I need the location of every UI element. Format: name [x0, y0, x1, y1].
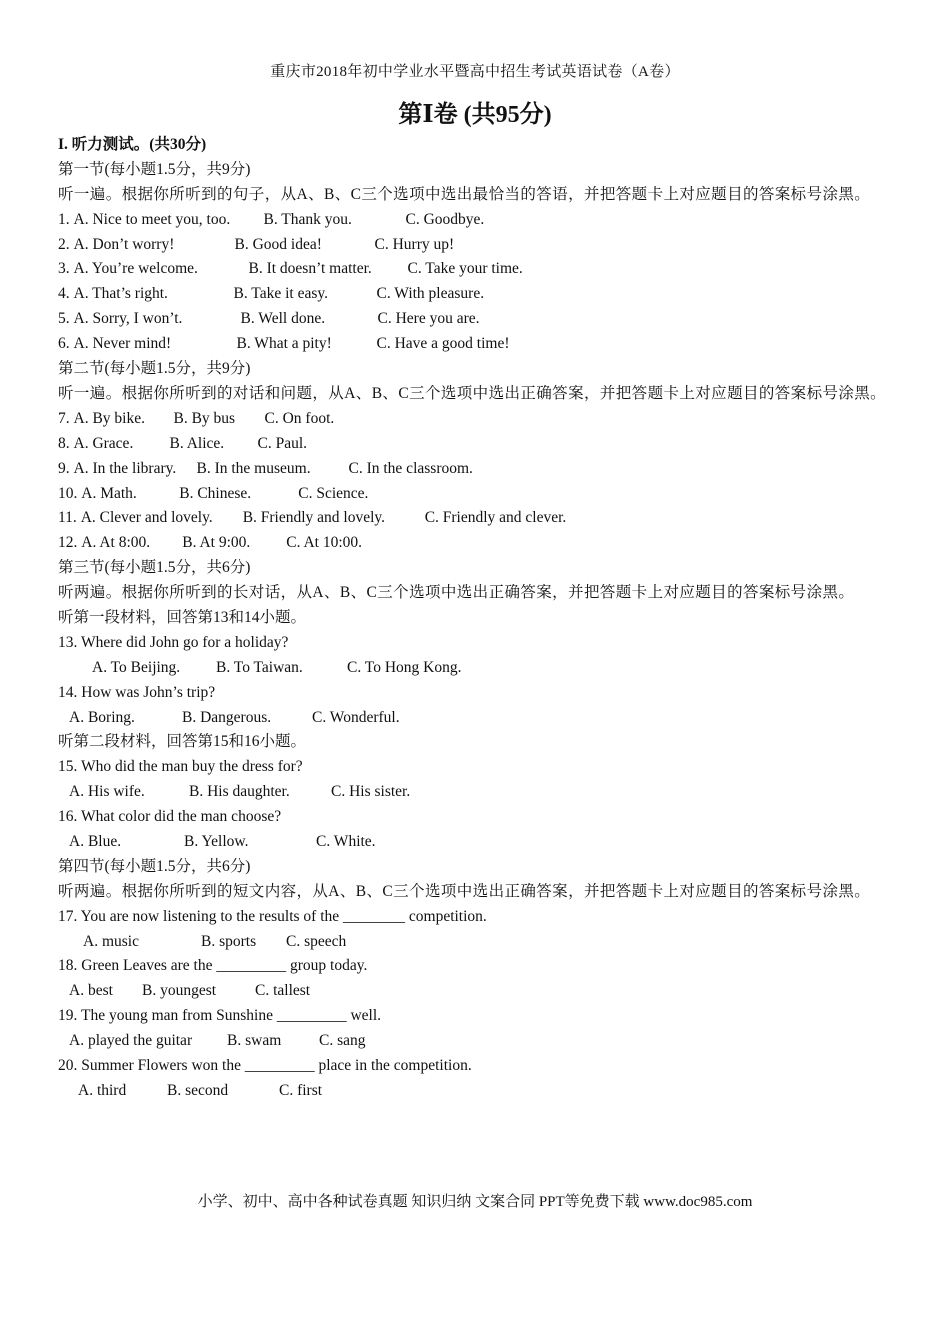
option-c: C. His sister.	[331, 783, 411, 801]
option-c: C. speech	[286, 932, 347, 950]
option-a: A. played the guitar	[69, 1032, 193, 1050]
question-number: 10.	[58, 484, 78, 502]
options-row	[58, 1079, 894, 1104]
question-stem: 20. Summer Flowers won the _________ place in the competition.	[58, 1057, 472, 1074]
question-number: 11.	[58, 509, 77, 527]
options-row	[58, 830, 894, 855]
option-c: C. At 10:00.	[286, 534, 363, 552]
question-row	[58, 482, 894, 507]
question-row	[58, 531, 894, 556]
option-b: B. Dangerous.	[182, 708, 272, 726]
option-c: C. White.	[316, 832, 376, 850]
question-number: 12.	[58, 534, 78, 552]
option-b: B. Friendly and lovely.	[242, 509, 386, 527]
option-c: C. Goodbye.	[405, 210, 485, 228]
material2-note: 听第二段材料，回答第15和16小题。	[58, 733, 307, 751]
question-number: 1.	[58, 210, 70, 228]
question-stem: 14. How was John’s trip?	[58, 683, 216, 701]
option-a: A. His wife.	[69, 783, 145, 801]
option-c: C. In the classroom.	[348, 459, 473, 477]
question-number: 5.	[58, 310, 70, 328]
exam-title: 重庆市2018年初中学业水平暨高中招生考试英语试卷（A卷）	[270, 64, 680, 80]
option-a: A. Never mind!	[73, 335, 172, 353]
option-b: B. Chinese.	[179, 484, 252, 502]
section3-instruction: 听两遍。根据你所听到的长对话，从A、B、C三个选项中选出正确答案，并把答题卡上对应题目的答案标号涂黑。	[58, 584, 855, 602]
question-row	[58, 208, 894, 233]
option-b: B. It doesn’t matter.	[248, 260, 372, 278]
part1-heading: I. 听力测试。(共30分)	[58, 136, 207, 153]
option-c: C. To Hong Kong.	[347, 658, 462, 676]
question-row	[58, 282, 894, 307]
option-c: C. Take your time.	[407, 260, 523, 278]
option-b: B. Thank you.	[263, 210, 352, 228]
question-row	[58, 457, 894, 482]
volume-title: 第Ⅰ卷 (共95分)	[398, 102, 552, 128]
question-row	[58, 233, 894, 258]
material1-note: 听第一段材料，回答第13和14小题。	[58, 608, 307, 626]
option-a: A. Nice to meet you, too.	[73, 210, 231, 228]
option-c: C. Friendly and clever.	[424, 509, 567, 527]
option-b: B. Alice.	[169, 434, 225, 452]
question-row	[58, 432, 894, 457]
question-stem: 18. Green Leaves are the _________ group today.	[58, 957, 368, 975]
option-b: B. youngest	[142, 982, 217, 1000]
option-b: B. In the museum.	[196, 459, 311, 477]
section4-instruction: 听两遍。根据你所听到的短文内容，从A、B、C三个选项中选出正确答案，并把答题卡上对应题目的答案标号涂黑。	[58, 882, 871, 900]
section2-heading: 第二节(每小题1.5分，共9分)	[58, 360, 251, 378]
option-a: A. Don’t worry!	[73, 235, 175, 253]
option-c: C. Hurry up!	[374, 235, 455, 253]
option-a: A. By bike.	[73, 409, 145, 427]
option-c: C. Paul.	[257, 434, 308, 452]
question-stem: 19. The young man from Sunshine _________ well.	[58, 1007, 382, 1025]
option-a: A. You’re welcome.	[73, 260, 198, 278]
question-row	[58, 307, 894, 332]
footer-note: 小学、初中、高中各种试卷真题 知识归纳 文案合同 PPT等免费下载 www.doc985.com	[197, 1194, 753, 1210]
option-a: A. In the library.	[73, 459, 177, 477]
option-c: C. Here you are.	[377, 310, 480, 328]
option-a: A. That’s right.	[73, 285, 168, 303]
question-number: 3.	[58, 260, 70, 278]
section1-heading: 第一节(每小题1.5分，共9分)	[58, 160, 251, 178]
option-a: A. At 8:00.	[81, 534, 151, 552]
question-number: 8.	[58, 434, 70, 452]
options-row	[58, 706, 894, 731]
question-number: 9.	[58, 459, 70, 477]
question-stem: 13. Where did John go for a holiday?	[58, 633, 289, 651]
option-c: C. Wonderful.	[312, 708, 400, 726]
exam-content	[58, 133, 894, 1104]
options-row	[58, 979, 894, 1004]
question-number: 6.	[58, 335, 70, 353]
option-c: C. sang	[319, 1032, 366, 1050]
question-stem: 17. You are now listening to the results of the ________ competition.	[58, 907, 487, 925]
option-c: C. Science.	[298, 484, 369, 502]
question-row	[58, 257, 894, 282]
option-c: C. With pleasure.	[376, 285, 485, 303]
question-stem: 16. What color did the man choose?	[58, 808, 282, 826]
section4-heading: 第四节(每小题1.5分，共6分)	[58, 857, 251, 875]
option-c: C. first	[279, 1081, 323, 1099]
option-b: B. Yellow.	[184, 832, 249, 850]
option-b: B. swam	[227, 1032, 282, 1050]
option-b: B. By bus	[173, 409, 236, 427]
option-b: B. At 9:00.	[182, 534, 251, 552]
option-a: A. Sorry, I won’t.	[73, 310, 183, 328]
section3-heading: 第三节(每小题1.5分，共6分)	[58, 559, 251, 577]
option-a: A. music	[83, 932, 139, 950]
option-c: C. tallest	[255, 982, 311, 1000]
section1-instruction: 听一遍。根据你所听到的句子，从A、B、C三个选项中选出最恰当的答语，并把答题卡上对应题目的答案标号涂黑。	[58, 185, 871, 203]
option-b: B. Good idea!	[234, 235, 322, 253]
question-number: 2.	[58, 235, 70, 253]
question-number: 7.	[58, 409, 70, 427]
option-b: B. His daughter.	[189, 783, 290, 801]
option-b: B. To Taiwan.	[216, 658, 303, 676]
option-a: A. Blue.	[69, 832, 122, 850]
option-b: B. Take it easy.	[233, 285, 328, 303]
option-a: A. Boring.	[69, 708, 135, 726]
option-a: A. Grace.	[73, 434, 134, 452]
option-a: A. best	[69, 982, 113, 1000]
option-a: A. Clever and lovely.	[80, 509, 213, 527]
question-row	[58, 332, 894, 357]
question-stem: 15. Who did the man buy the dress for?	[58, 758, 303, 776]
section2-instruction: 听一遍。根据你所听到的对话和问题，从A、B、C三个选项中选出正确答案，并把答题卡上对应题目的答案标号涂黑。	[58, 384, 887, 402]
options-row	[58, 656, 894, 681]
option-c: C. Have a good time!	[376, 335, 510, 353]
option-b: B. Well done.	[240, 310, 326, 328]
question-row	[58, 407, 894, 432]
options-row	[58, 1029, 894, 1054]
option-a: A. To Beijing.	[92, 658, 181, 676]
option-b: B. second	[167, 1081, 229, 1099]
options-row	[58, 930, 894, 955]
option-a: A. third	[78, 1081, 127, 1099]
option-a: A. Math.	[81, 484, 137, 502]
question-row	[58, 506, 894, 531]
option-b: B. sports	[201, 932, 257, 950]
option-b: B. What a pity!	[236, 335, 332, 353]
question-number: 4.	[58, 285, 70, 303]
option-c: C. On foot.	[264, 409, 335, 427]
options-row	[58, 780, 894, 805]
